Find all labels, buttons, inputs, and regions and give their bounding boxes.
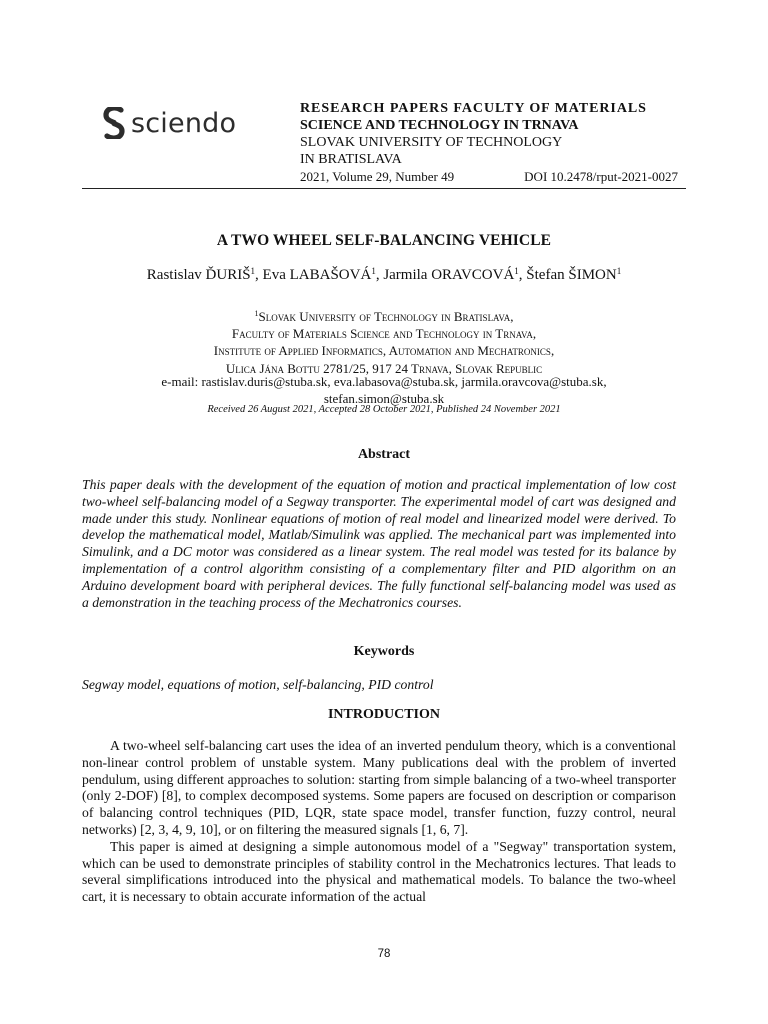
- doi: DOI 10.2478/rput-2021-0027: [524, 169, 678, 184]
- affiliation: [82, 305, 686, 377]
- introduction-heading: INTRODUCTION: [327, 707, 440, 722]
- sciendo-s-mark-icon: [103, 107, 125, 139]
- keywords-text: Segway model, equations of motion, self-balancing, PID control: [82, 677, 434, 692]
- keywords-heading: Keywords: [353, 644, 415, 659]
- page-number: 78: [377, 948, 391, 960]
- issue-info: 2021, Volume 29, Number 49: [300, 169, 455, 184]
- abstract-heading: Abstract: [357, 447, 411, 462]
- author-list: Rastislav ĎURIŠ$^1$, Eva LABAŠOVÁ$^1$, Jarmila ORAVCOVÁ$^1$, Štefan ŠIMON$^1$: [146, 266, 622, 283]
- affiliation-line: Ulica Jána Bottu 2781/25, 917 24 Trnava, Slovak Republic: [225, 360, 543, 376]
- introduction-body: [82, 738, 676, 906]
- sciendo-logo: [103, 106, 236, 140]
- email-block: [82, 373, 686, 407]
- logo-text: sciendo: [131, 107, 237, 139]
- paragraph: This paper is aimed at designing a simple autonomous model of a "Segway" transportation system, which can be used to demonstrate principles of stability control in the Mechatronics lectures. That leads to several simplifications introduced into the physical and mathematical models. To balance the two-wheel cart, it is necessary to obtain accurate information of the actual: [82, 838, 676, 905]
- issue-meta: [300, 168, 678, 185]
- abstract-text: This paper deals with the development of the equation of motion and practical implementation of low cost two-wheel self-balancing model of a Segway transporter. The experimental model of cart was designed and made under this study. Nonlinear equations of motion of real model and linearized model were derived. To develop the mathematical model, Matlab/Simulink was applied. The mechanical part was implemented into Simulink, and a DC motor was considered as a linear system. The real model was tested for its balance by implementation of a control algorithm consisting of a complementary filter and PID algorithm on an Arduino development board with peripheral devices. The fully functional self-balancing model was used as a demonstration in the teaching process of the Mechatronics courses.: [82, 477, 676, 610]
- affiliation-line: $^1$Slovak University of Technology in Bratislava,: [254, 309, 514, 324]
- university-line1: SLOVAK UNIVERSITY OF TECHNOLOGY: [300, 135, 563, 150]
- email-line2: stefan.simon@stuba.sk: [323, 391, 445, 406]
- article-title: A TWO WHEEL SELF-BALANCING VEHICLE: [216, 232, 552, 249]
- email-line1: e-mail: rastislav.duris@stuba.sk, eva.labasova@stuba.sk, jarmila.oravcova@stuba.sk,: [161, 374, 607, 389]
- journal-info: [300, 100, 690, 185]
- author: Rastislav ĎURIŠ$^1$: [146, 266, 256, 283]
- author: Štefan ŠIMON$^1$: [526, 266, 622, 283]
- affiliation-line: Institute of Applied Informatics, Automation and Mechatronics,: [213, 343, 555, 359]
- journal-title-line1: RESEARCH PAPERS FACULTY OF MATERIALS: [300, 101, 647, 116]
- journal-title-line2: SCIENCE AND TECHNOLOGY IN TRNAVA: [300, 118, 579, 133]
- header-rule: [82, 188, 686, 189]
- university-line2: IN BRATISLAVA: [300, 152, 402, 167]
- paragraph: A two-wheel self-balancing cart uses the idea of an inverted pendulum theory, which is a conventional non-linear control problem of unstable system. Many publications deal with the problem of inverted pendulum, using different approaches to solution: starting from simple balancing of a two-wheel transporter (only 2-DOF) [8], to complex decomposed systems. Some papers are focused on description or comparison of balancing control techniques (PID, LQR, state space model, transfer function, fuzzy control, neural networks) [2, 3, 4, 9, 10], or on filtering the measured signals [1, 6, 7].: [82, 738, 676, 837]
- author: Eva LABAŠOVÁ$^1$: [262, 266, 376, 283]
- author: Jarmila ORAVCOVÁ$^1$: [383, 266, 519, 283]
- received-dates: Received 26 August 2021, Accepted 28 October 2021, Published 24 November 2021: [207, 404, 561, 415]
- affiliation-line: Faculty of Materials Science and Technology in Trnava,: [231, 326, 537, 342]
